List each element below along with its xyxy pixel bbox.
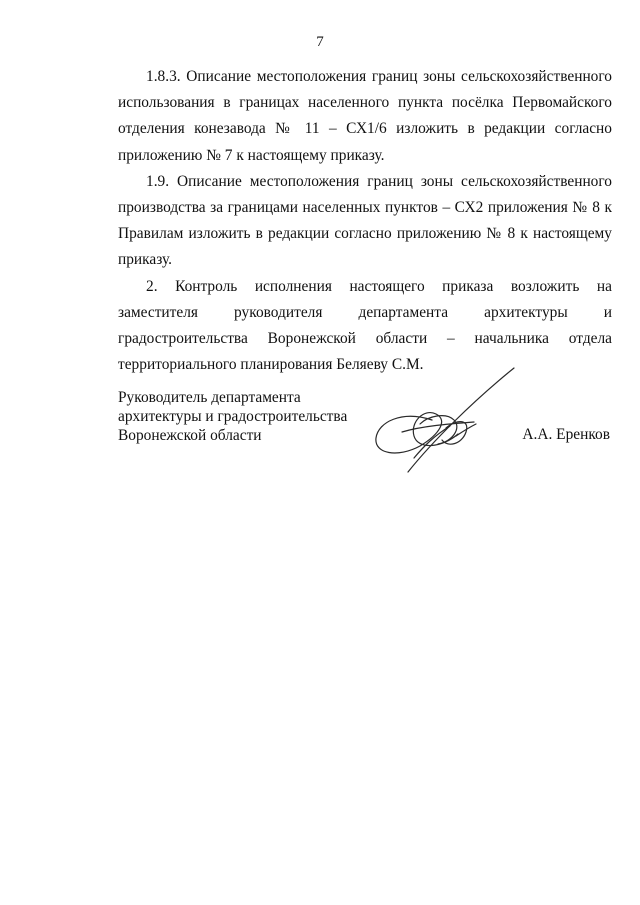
signer-name: А.А. Еренков xyxy=(522,426,610,443)
document-body xyxy=(118,64,612,378)
handwritten-signature xyxy=(362,362,522,482)
position-line-2: архитектуры и градостроительства xyxy=(118,408,348,425)
paragraph-1-9: 1.9. Описание местоположения границ зоны сельскохозяйственного производства за границами населенных пунктов – СХ2 приложения № 8 к Правилам изложить в редакции согласно приложению № 8 к настоящему приказу. xyxy=(118,172,612,269)
paragraph-1-8-3: 1.8.3. Описание местоположения границ зоны сельскохозяйственного использования в границах населенного пункта посёлка Первомайского отделения конезавода № 11 – СХ1/6 изложить в редакции согласно приложению № 7 к настоящему приказу. xyxy=(118,68,612,164)
signatory-position xyxy=(118,388,347,445)
paragraph-2: 2. Контроль исполнения настоящего приказа возложить на заместителя руководителя департамента архитектуры и градостроительства Воронежской области – начальника отдела территориального планирования Беляеву С.М. xyxy=(118,277,612,374)
position-line-3: Воронежской области xyxy=(118,427,262,444)
position-line-1: Руководитель департамента xyxy=(118,389,301,406)
page-number: 7 xyxy=(316,34,324,50)
